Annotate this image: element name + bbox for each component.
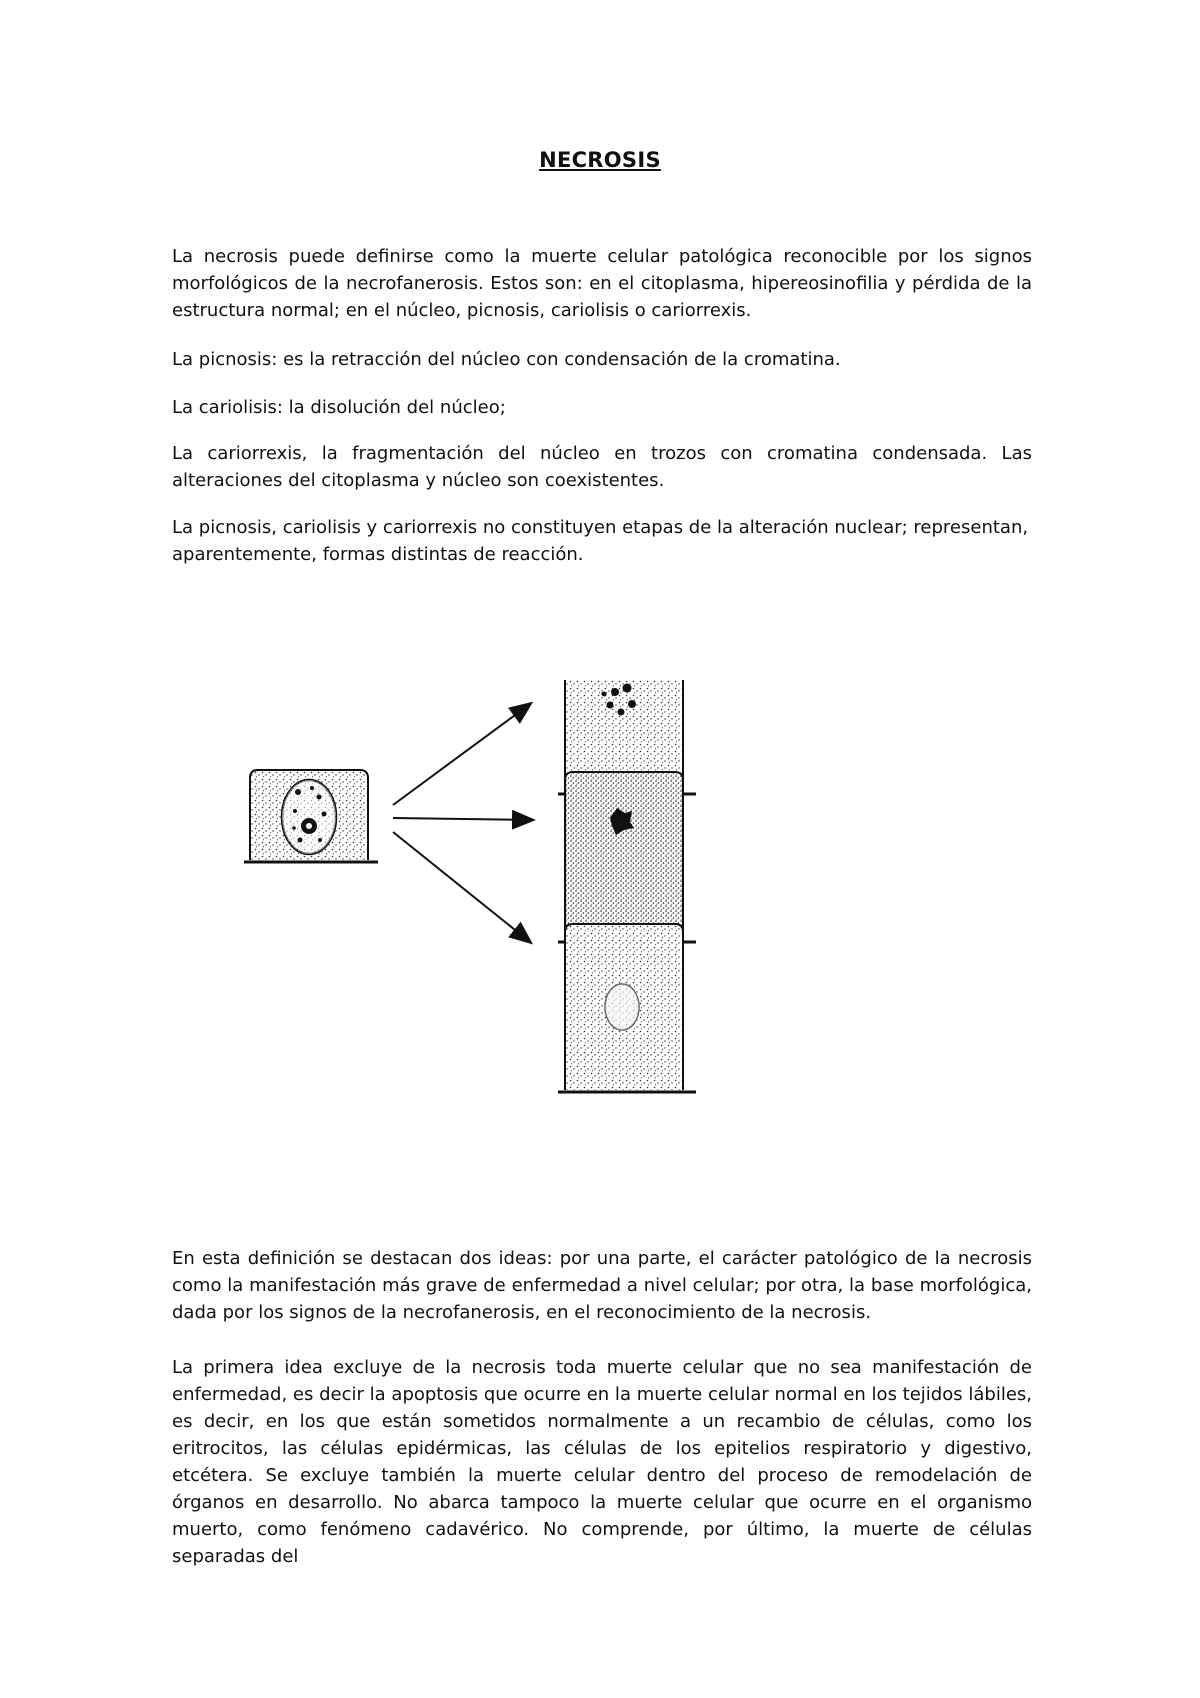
paragraph-two-ideas: En esta definición se destacan dos ideas: por una parte, el carácter patológico de la necrosis como la manifestación más grave de enfermedad a nivel celular; por otra, la base morfológica, dada por los signos de la necrofanerosis, en el reconocimiento de la necrosis. — [172, 1248, 1032, 1323]
normal-nucleus — [282, 780, 336, 854]
paragraph-cariolisis: La cariolisis: la disolución del núcleo; — [172, 397, 506, 418]
picnosis-cell — [558, 772, 696, 942]
normal-cell — [244, 770, 378, 862]
paragraph-cariorrexis: La cariorrexis, la fragmentación del núcleo en trozos con cromatina condensada. Las alteraciones del citoplasma y núcleo son coexistentes. — [172, 443, 1032, 491]
necrosis-diagram — [240, 680, 720, 1120]
dissolved-nucleus — [605, 984, 639, 1030]
necrosis-figure — [240, 680, 720, 1120]
paragraph-definition: La necrosis puede definirse como la muerte celular patológica reconocible por los signos morfológicos de la necrofanerosis. Estos son: en el citoplasma, hipereosinofilia y pérdida de la estructura normal; en el núcleo, picnosis, cariolisis o cariorrexis. — [172, 246, 1032, 321]
arrow-down-right-icon — [393, 832, 530, 942]
arrow-up-right-icon — [393, 704, 530, 805]
paragraph-forms: La picnosis, cariolisis y cariorrexis no constituyen etapas de la alteración nuclear; representan, aparentemente, formas distintas de reacción. — [172, 517, 1029, 565]
page-title: NECROSIS — [539, 148, 661, 172]
cariolisis-cell — [558, 924, 696, 1092]
paragraph-first-idea: La primera idea excluye de la necrosis toda muerte celular que no sea manifestación de enfermedad, es decir la apoptosis que ocurre en la muerte celular normal en los tejidos lábiles, es decir, en los que están sometidos normalmente a un recambio de células, como los eritrocitos, las células epidérmicas, las células de los epitelios respiratorio y digestivo, etcétera. Se excluye también la muerte celular dentro del proceso de remodelación de órganos en desarrollo. No abarca tampoco la muerte celular que ocurre en el organismo muerto, como fenómeno cadavérico. No comprende, por último, la muerte de células separadas del — [172, 1357, 1032, 1567]
arrow-right-icon — [393, 818, 532, 820]
paragraph-picnosis: La picnosis: es la retracción del núcleo con condensación de la cromatina. — [172, 349, 841, 370]
